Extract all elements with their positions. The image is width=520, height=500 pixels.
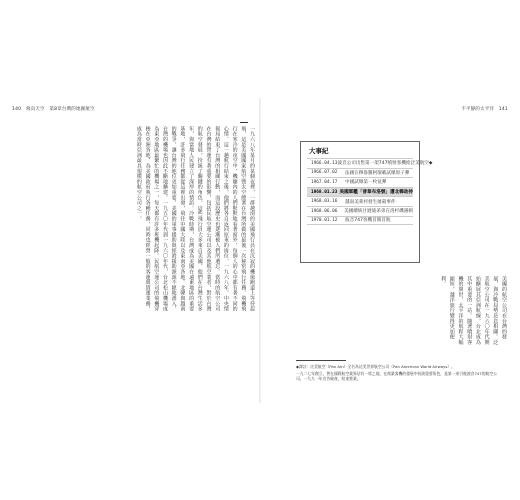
timeline-event: 中國試爆第一枚氫彈 <box>345 180 387 186</box>
timeline-row <box>307 196 413 206</box>
timeline-event: 越南美萊村發生屠殺事件 <box>345 199 396 205</box>
timeline-event: 美國軍艦「普韋布洛號」遭北韓劫持 <box>339 190 413 196</box>
timeline-row <box>307 216 413 226</box>
right-page-body: 美國的航空公司在台灣的發展，與冷戰局勢息息相關。泛美航空公司在一九六〇年代開始擴展其亞洲航線，台北成為其中重要的一站。隨著噴射客機的問世，太平洋的航程大幅縮短，越洋旅行變得更加便利。 <box>440 276 507 345</box>
left-page-body: 一九六八年某月的某個夜裡，一群越南的美國飛行員在沉寂的機場跑道上等待起飛，這是美國國家航空暨太空總署在台灣所做的最後一次秘密飛行任務。飛機飛行在寒冷的夜空中，機艙內的人們默默地看著窗外，每個人的心中都有著不同的心情。這一趟航行結束之後，他們將各自返回原來的崗位。一九六八年，中央情報局結束了台灣的相關行動，而這段歷史也逐漸被人們所遺忘。當時的航空公司在台灣的營運有著重要的影響，包括民航空運公司以及其他航空業者，對於台灣的航空發展，扮演了關鍵的角色。這些飛行員大多來自美國，他們在台灣生活多年，與當地人民建立了深厚的情誼。冷戰時期，台灣成為美國在遠東地區的重要基地，許多飛行任務都從這裡出發，飛往中國大陸以及東南亞各地。北韓與越南的戰爭，讓台灣的地位更加重要，美國的軍事援助與經濟援助源源不絕地湧入，台灣的機場也因此不斷地擴建。一九五〇年代到一九六〇年代，台北松山機場成為東亞地區最繁忙的機場之一，每天都有許多班機起降。民航空運公司的飛機穿梭在亞洲各地，為美國政府執行各種任務，同時也經營一般的客運與貨運業務，成為當時亞洲最具規模的航空公司之一。 <box>135 126 255 312</box>
book-spread <box>8 98 512 403</box>
timeline-date: 1968.03.16 <box>311 199 338 205</box>
timeline-date: 1970.01.12 <box>311 217 338 223</box>
footnote-divider <box>296 360 346 361</box>
footnote-paragraph: 一九二七年創立，曾在國際航空業界佔有一席之地，在商業客機的發展中扮演重要角色，是第一家引進波音747的航空公司。一九九一年宣告破產，結束營業。 <box>296 371 497 382</box>
timeline-row <box>307 158 433 168</box>
timeline-title: 大事紀 <box>309 147 329 155</box>
left-running-head: 140 飛向天空 第8章台灣的地圖航空 <box>12 107 95 112</box>
timeline-event: 美國總統甘迺迪弟弟在洛杉磯遇刺 <box>344 209 413 215</box>
timeline-event: 波音747客機首開首航 <box>345 218 391 224</box>
timeline-event: 波音公司出售第一架747噴射客機給泛美航空◆ <box>337 161 433 167</box>
timeline-row <box>307 168 413 178</box>
timeline-event: 法國在穆魯羅阿環礁試爆原子彈 <box>345 170 410 176</box>
timeline-box <box>300 141 433 263</box>
right-running-head: 不平靜的太平洋 141 <box>461 107 508 112</box>
timeline-date: 1967.04.17 <box>311 179 338 185</box>
timeline-row <box>307 177 413 187</box>
timeline-date: 1966.04.13 <box>311 160 338 166</box>
timeline-row-highlighted <box>307 187 413 197</box>
footnote-paragraph: ◆譯註：泛美航空（Pan Am）全名為泛美世界航空公司（Pan American World Airways）。 <box>296 364 455 369</box>
timeline-date: 1968.06.06 <box>311 208 338 214</box>
footnote <box>296 364 501 383</box>
timeline-date: 1968.01.23 <box>311 189 338 195</box>
timeline-date: 1966.07.02 <box>311 170 338 176</box>
left-page <box>8 98 260 403</box>
right-page <box>260 98 512 403</box>
timeline-row <box>307 206 413 216</box>
